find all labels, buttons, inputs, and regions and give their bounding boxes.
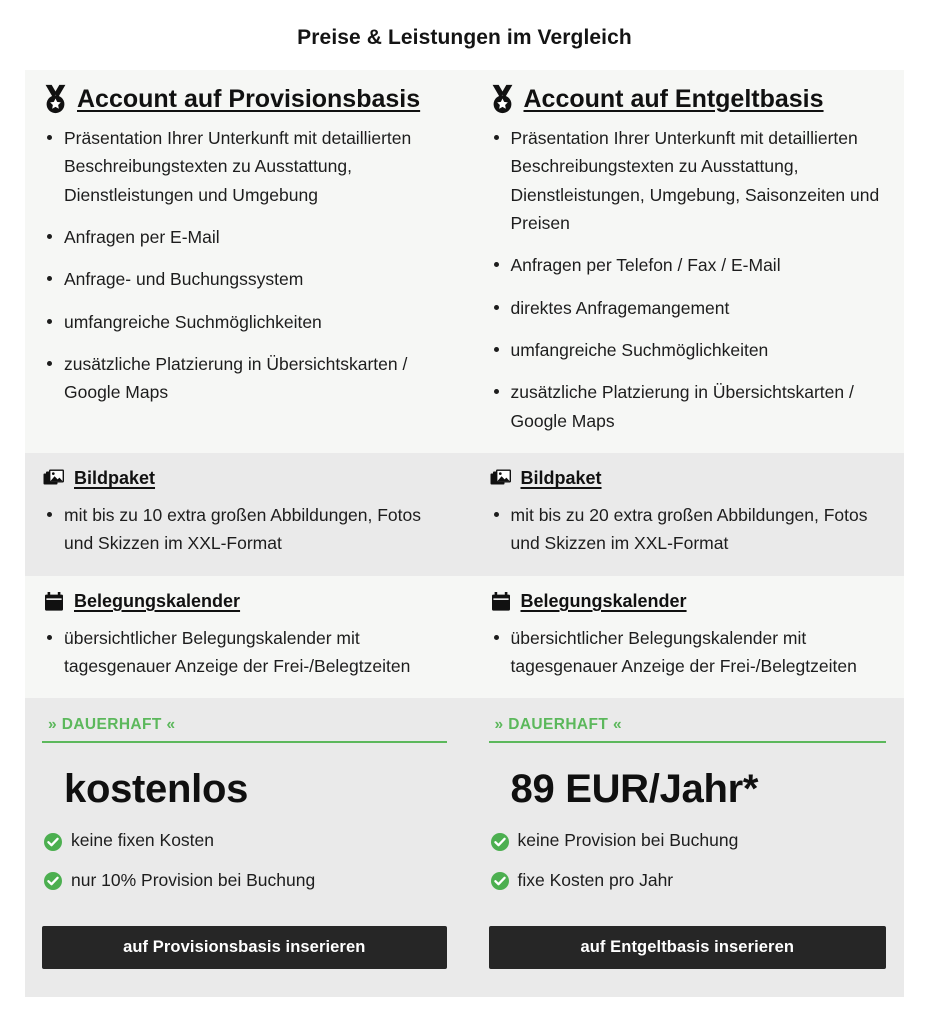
check-label: fixe Kosten pro Jahr [517,869,674,890]
check-circle-icon [491,871,509,889]
heading-label: Belegungskalender [520,590,687,611]
cta-entgeltbasis-button[interactable]: auf Entgeltbasis inserieren [489,926,887,969]
list-item: Präsentation Ihrer Unterkunft mit detaillierten Beschreibungstexten zu Ausstattung, Dienstleistungen und Umgebung [42,124,447,209]
heading-label: Account auf Entgeltbasis [523,84,824,113]
feature-list-provisionsbasis [42,124,447,425]
images-icon [42,467,66,491]
duration-tag: » DAUERHAFT « [48,716,176,734]
bildpaket-list-entgeltbasis [489,501,887,576]
heading-belegungskalender [489,576,887,616]
list-item: mit bis zu 10 extra großen Abbildungen, Fotos und Skizzen im XXL-Format [42,501,447,558]
calendar-icon [489,590,513,614]
kalender-list-entgeltbasis [489,624,887,699]
list-item: zusätzliche Platzierung in Übersichtskarten / Google Maps [42,350,447,407]
medal-icon [489,84,516,114]
column-provisionsbasis-kalender [25,576,465,699]
column-provisionsbasis-pricing [25,698,465,997]
check-label: keine fixen Kosten [71,830,215,851]
heading-label: Bildpaket [520,468,602,489]
price-amount: 89 EUR/Jahr* [510,767,759,812]
band-account-features [25,70,904,453]
column-entgeltbasis-features [465,70,905,453]
list-item: zusätzliche Platzierung in Übersichtskarten / Google Maps [489,378,887,435]
column-entgeltbasis-kalender [465,576,905,699]
price-amount: kostenlos [64,767,249,812]
heading-provisionsbasis [42,70,447,116]
heading-label: Belegungskalender [74,590,241,611]
band-pricing [25,698,904,997]
cta-row [489,918,887,991]
column-provisionsbasis-features [25,70,465,453]
heading-bildpaket [489,453,887,493]
list-item: Anfrage- und Buchungssystem [42,265,447,293]
price-checks-entgeltbasis [489,827,887,918]
duration-tag-wrap [489,698,887,743]
list-item: übersichtlicher Belegungskalender mit tagesgenauer Anzeige der Frei-/Belegtzeiten [42,624,447,681]
bildpaket-list-provisionsbasis [42,501,447,576]
cta-row [42,918,447,991]
feature-list-entgeltbasis [489,124,887,453]
list-item [491,827,887,853]
column-entgeltbasis-pricing [465,698,905,997]
list-item: übersichtlicher Belegungskalender mit tagesgenauer Anzeige der Frei-/Belegtzeiten [489,624,887,681]
check-circle-icon [44,832,62,850]
heading-entgeltbasis [489,70,887,116]
list-item [44,827,447,853]
list-item: umfangreiche Suchmöglichkeiten [489,336,887,364]
list-item: Präsentation Ihrer Unterkunft mit detaillierten Beschreibungstexten zu Ausstattung, Dienstleistungen, Umgebung, Saisonzeiten und Preisen [489,124,887,237]
check-label: nur 10% Provision bei Buchung [71,869,316,890]
page-title: Preise & Leistungen im Vergleich [297,26,632,49]
duration-tag-wrap [42,698,447,743]
tag-divider [42,741,447,743]
list-item [44,867,447,893]
list-item: Anfragen per E-Mail [42,223,447,251]
kalender-list-provisionsbasis [42,624,447,699]
images-icon [489,467,513,491]
check-circle-icon [491,832,509,850]
band-belegungskalender [25,576,904,699]
list-item: mit bis zu 20 extra großen Abbildungen, Fotos und Skizzen im XXL-Format [489,501,887,558]
price-checks-provisionsbasis [42,827,447,918]
medal-icon [42,84,69,114]
duration-tag: » DAUERHAFT « [494,716,622,734]
check-label: keine Provision bei Buchung [517,830,739,851]
heading-label: Account auf Provisionsbasis [77,84,421,113]
list-item [491,867,887,893]
check-circle-icon [44,871,62,889]
column-entgeltbasis-bildpaket [465,453,905,576]
list-item: direktes Anfragemangement [489,294,887,322]
comparison-table [25,70,904,997]
list-item: umfangreiche Suchmöglichkeiten [42,308,447,336]
tag-divider [489,741,887,743]
calendar-icon [42,590,66,614]
list-item: Anfragen per Telefon / Fax / E-Mail [489,251,887,279]
column-provisionsbasis-bildpaket [25,453,465,576]
band-bildpaket [25,453,904,576]
heading-bildpaket [42,453,447,493]
heading-belegungskalender [42,576,447,616]
heading-label: Bildpaket [74,468,156,489]
cta-provisionsbasis-button[interactable]: auf Provisionsbasis inserieren [42,926,447,969]
